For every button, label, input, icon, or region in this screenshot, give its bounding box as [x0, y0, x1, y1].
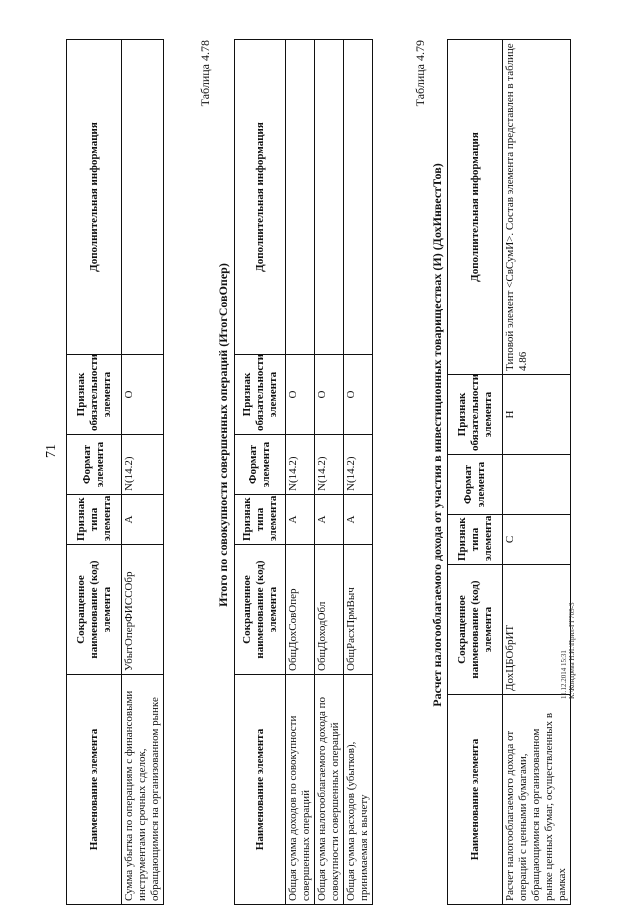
- cell-info: [286, 40, 315, 355]
- table-header-row: [67, 40, 122, 905]
- cell-required: Н: [503, 375, 571, 455]
- cell-name: Общая сумма налогооблагаемого дохода по совокупности совершенных операций: [315, 675, 344, 905]
- table-row: [122, 40, 164, 905]
- table-2: [234, 39, 373, 905]
- cell-code: ОбщДохСовОпер: [286, 545, 315, 675]
- page-number: 71: [44, 444, 59, 458]
- cell-format: N(14.2): [122, 435, 164, 495]
- cell-required: О: [122, 355, 164, 435]
- cell-code: УбытОперФИССОбр: [122, 545, 164, 675]
- cell-info: Типовой элемент <СвСумИ>. Состав элемента представлен в таблице 4.86: [503, 40, 571, 375]
- cell-code: ОбщРасхПрмВыч: [344, 545, 373, 675]
- header-info: Дополнительная информация: [67, 40, 122, 355]
- cell-format: N(14.2): [344, 435, 373, 495]
- header-type: Признак типа элемента: [67, 495, 122, 545]
- table-row: [286, 40, 315, 905]
- table-row: [315, 40, 344, 905]
- footer-timestamp: 11.12.2014 15:31: [560, 650, 568, 699]
- cell-name: Общая сумма расходов (убытков), принимаемая к вычету: [344, 675, 373, 905]
- cell-type: А: [315, 495, 344, 545]
- header-type: Признак типа элемента: [235, 495, 286, 545]
- table-header-row: [235, 40, 286, 905]
- header-type: Признак типа элемента: [448, 515, 503, 565]
- cell-type: С: [503, 515, 571, 565]
- header-format: Формат элемента: [448, 455, 503, 515]
- cell-type: А: [122, 495, 164, 545]
- table-3-heading: Расчет налогооблагаемого дохода от участия в инвестиционных товариществах (И) (ДохИнвестТов): [430, 163, 444, 707]
- header-required: Признак обязательности элемента: [67, 355, 122, 435]
- table-2-heading: Итого по совокупности совершенных операций (ИтогСовОпер): [216, 263, 230, 607]
- header-format: Формат элемента: [235, 435, 286, 495]
- header-name: Наименование элемента: [67, 675, 122, 905]
- table-3: [447, 39, 571, 905]
- cell-code: ОбщДоходОбл: [315, 545, 344, 675]
- cell-info: [344, 40, 373, 355]
- table-2-label: Таблица 4.78: [198, 40, 212, 107]
- table-row: [344, 40, 373, 905]
- header-code: Сокращенное наименование (код) элемента: [448, 565, 503, 695]
- cell-format: [503, 455, 571, 515]
- cell-type: А: [344, 495, 373, 545]
- cell-code: ДохЦБОбрИТ: [503, 565, 571, 695]
- header-name: Наименование элемента: [235, 675, 286, 905]
- cell-required: О: [344, 355, 373, 435]
- table-1: [66, 39, 164, 905]
- cell-type: А: [286, 495, 315, 545]
- header-code: Сокращенное наименование (код) элемента: [235, 545, 286, 675]
- header-name: Наименование элемента: [448, 695, 503, 905]
- cell-name: Общая сумма доходов по совокупности совершенных операций: [286, 675, 315, 905]
- table-3-label: Таблица 4.79: [413, 40, 427, 107]
- cell-required: О: [315, 355, 344, 435]
- cell-format: N(14.2): [286, 435, 315, 495]
- cell-required: О: [286, 355, 315, 435]
- cell-format: N(14.2): [315, 435, 344, 495]
- header-info: Дополнительная информация: [235, 40, 286, 355]
- cell-name: Расчет налогооблагаемого дохода от операций с ценными бумагами, обращающимися на организованном рынке ценных бумаг, осуществленных в рамках: [503, 695, 571, 905]
- footer-path: К:\Кондрева Н.И.\Прил-ГГ709-3: [568, 602, 576, 699]
- header-required: Признак обязательности элемента: [448, 375, 503, 455]
- table-header-row: [448, 40, 503, 905]
- cell-name: Сумма убытка по операциям с финансовыми инструментами срочных сделок, обращающимися на организованном рынке: [122, 675, 164, 905]
- header-format: Формат элемента: [67, 435, 122, 495]
- header-info: Дополнительная информация: [448, 40, 503, 375]
- header-code: Сокращенное наименование (код) элемента: [67, 545, 122, 675]
- cell-info: [315, 40, 344, 355]
- cell-info: [122, 40, 164, 355]
- table-row: [503, 40, 571, 905]
- header-required: Признак обязательности элемента: [235, 355, 286, 435]
- file-footer: [560, 603, 576, 699]
